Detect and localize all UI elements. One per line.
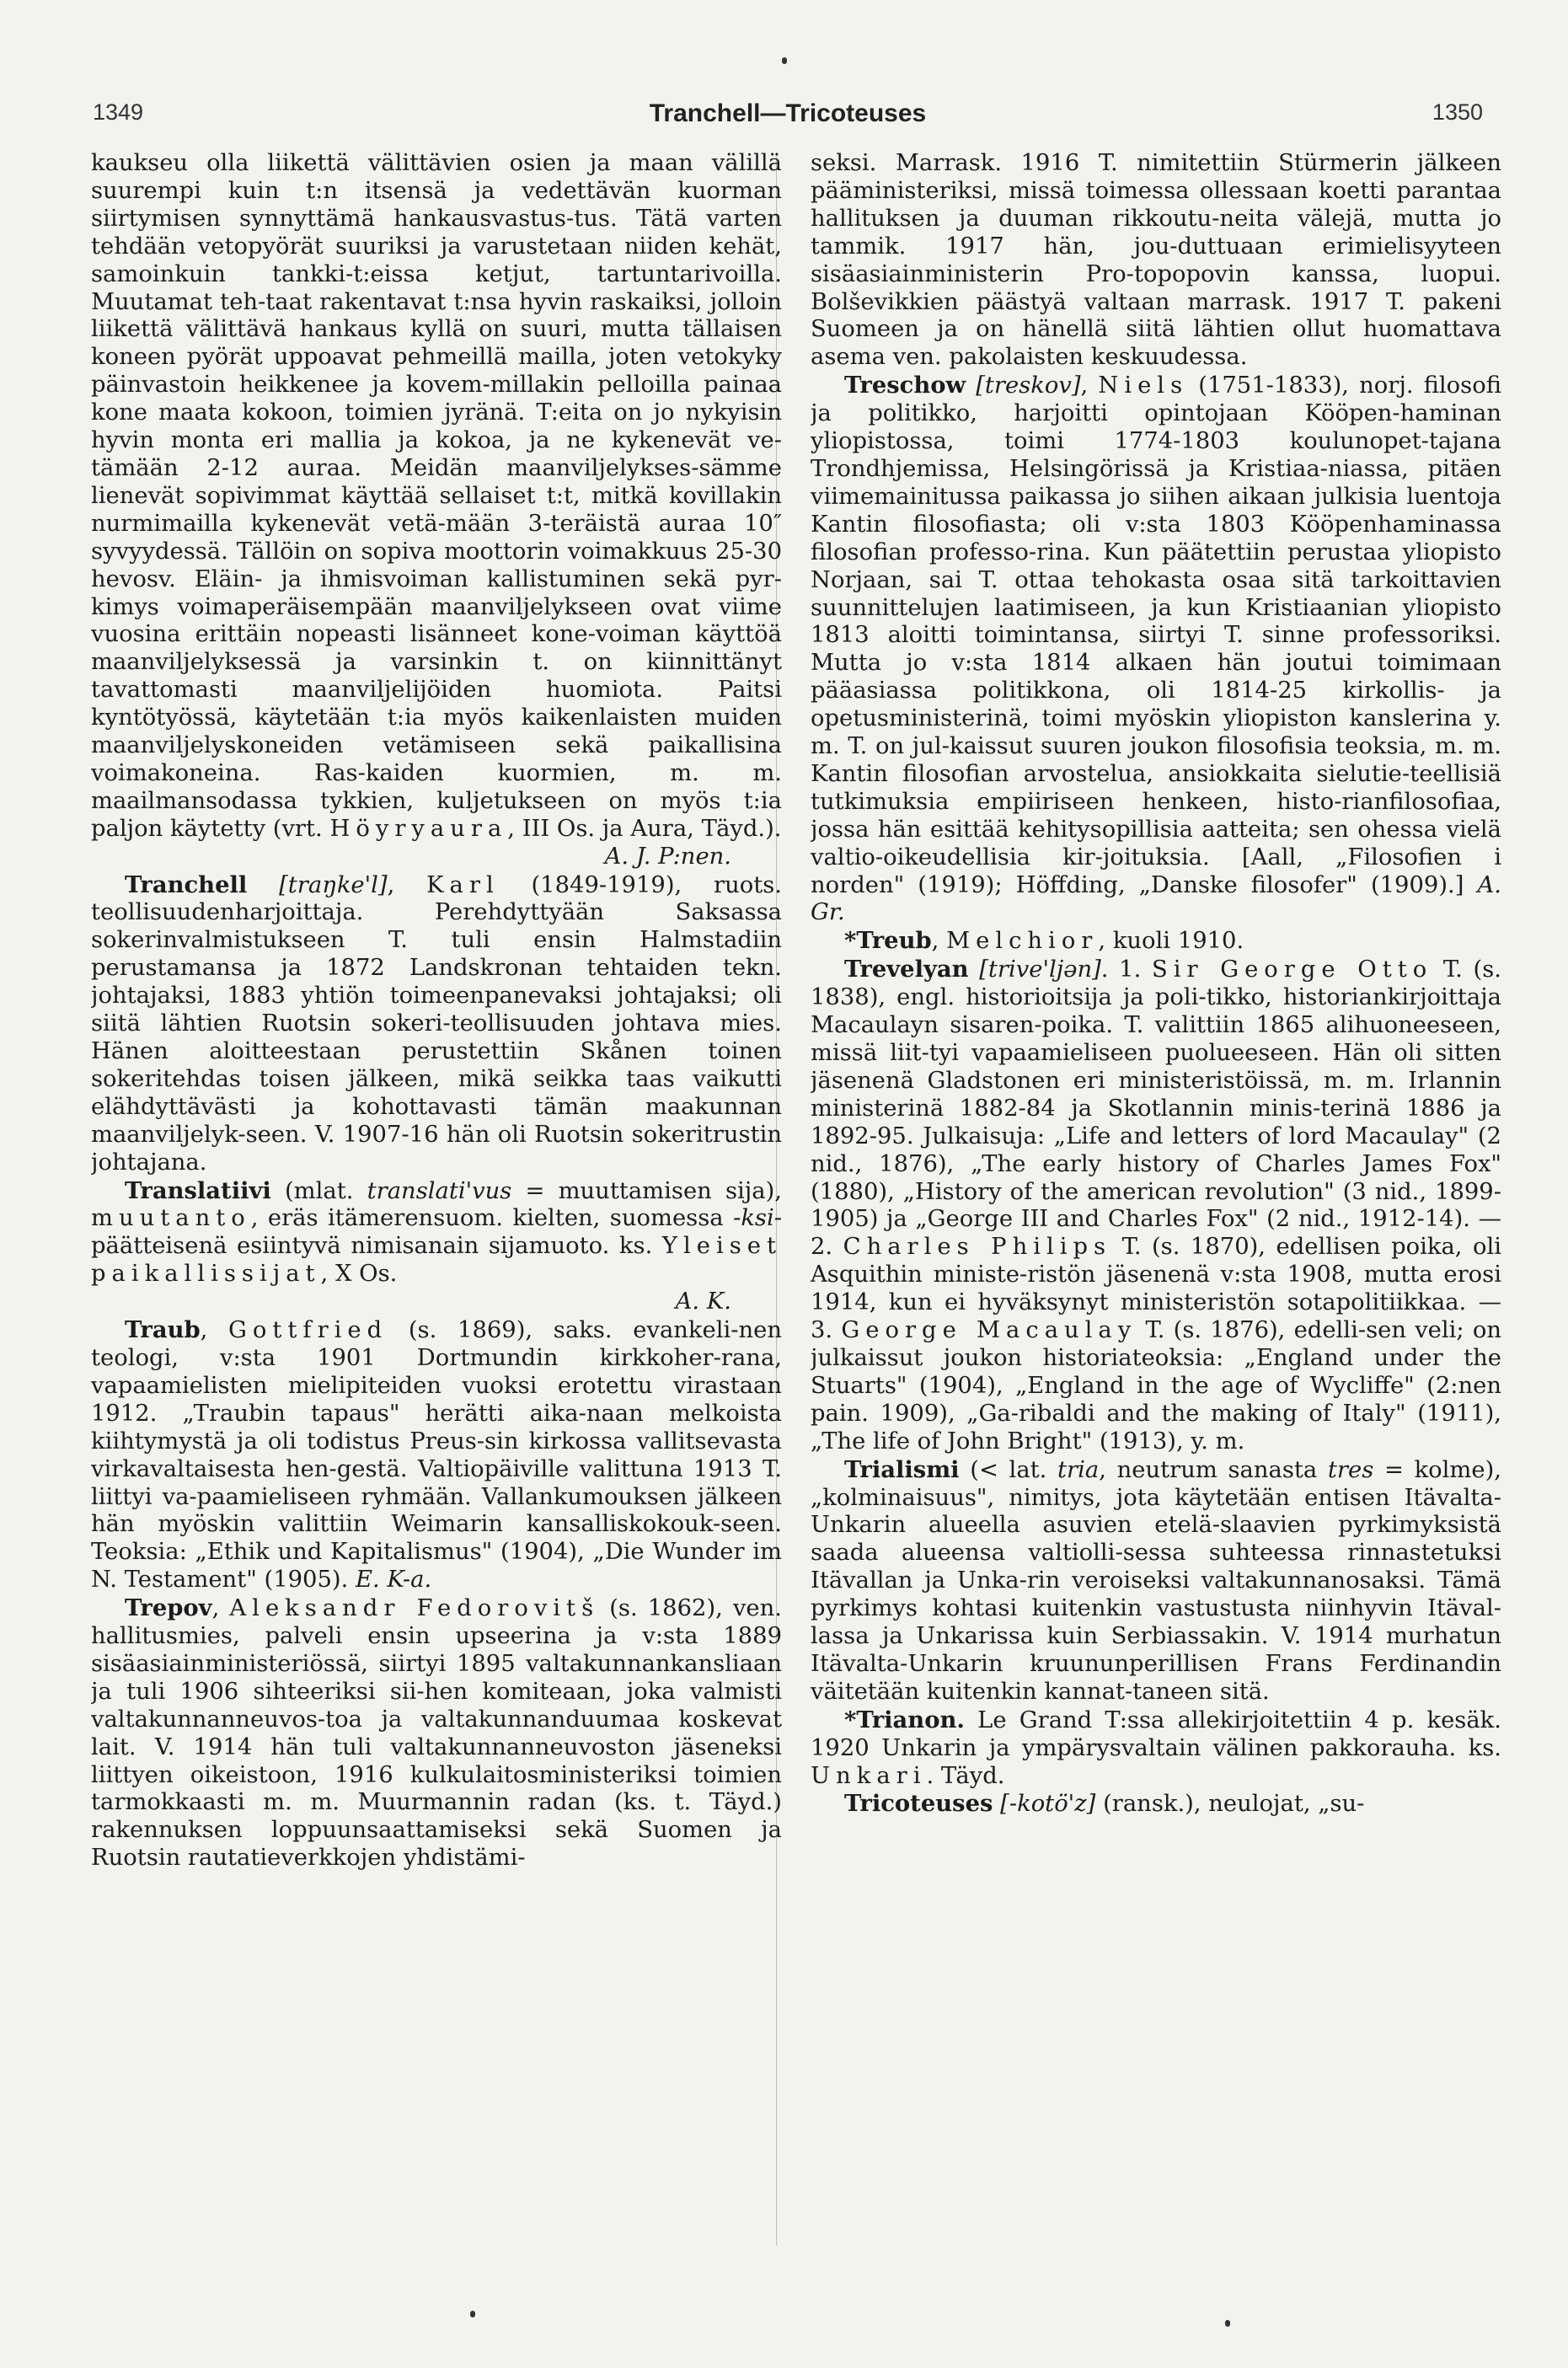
headword: Treschow bbox=[844, 372, 966, 399]
continued-entry: kaukseu olla liikettä välittävien osien ja maan välillä suurempi kuin t:n itsensä ja vedettävän kuorman siirtymisen synnyttämä hankausvastus-tus. Tätä varten tehdään vetopyörät suuriksi ja varustetaan niiden kehät, samoinkuin tankki-t:eissa ketjut, tartuntarivoilla. Muutamat teh-taat rakentavat t:nsa hyvin raskaiksi, jolloin liikettä välittävä hankaus kyllä on suuri, mutta tällaisen koneen pyörät uppoavat pehmeillä mailla, joten vetokyky päinvastoin heikkenee ja kovem-millakin pelloilla painaa kone maata kokoon, toimien jyränä. T:eita on jo nykyisin hyvin monta eri mallia ja kokoa, ja ne kykenevät ve-tämään 2-12 auraa. Meidän maanviljelykses-sämme lienevät sopivimmat käyttää sellaiset t:t, mitkä kovillakin nurmimailla kykenevät vetä-mään 3-teräistä auraa 10″ syvyydessä. Tällöin on sopiva moottorin voimakkuus 25-30 hevosv. Eläin- ja ihmisvoiman kallistuminen sekä pyr-kimys voimaperäisempään maanviljelykseen ovat viime vuosina erittäin nopeasti lisänneet kone-voiman käyttöä maanviljelyksessä ja varsinkin t. on kiinnittänyt tavattomasti maanviljelijöiden huomiota. Paitsi kyntötyössä, käytetään t:ia myös kaikenlaisten muiden maanviljelyskoneiden vetämiseen sekä paikallisina voimakoneina. Ras-kaiden kuormien, m. m. maailmansodassa tykkien, kuljetukseen on myös t:ia paljon käytetty (vrt. Höyryaura, III Os. ja Aura, Täyd.). A. J. P:nen. bbox=[91, 150, 782, 870]
continued-entry: seksi. Marrask. 1916 T. nimitettiin Stürmerin jälkeen pääministeriksi, missä toimessa ollessaan koetti parantaa hallituksen ja duuman rikkoutu-neita välejä, mutta jo tammik. 1917 hän, jou-duttuaan erimielisyyteen sisäasiainministerin Pro-topopovin kanssa, luopui. Bolševikkien päästyä valtaan marrask. 1917 T. pakeni Suomeen ja on hänellä siitä lähtien ollut huomattava asema ven. pakolaisten keskuudessa. bbox=[811, 150, 1501, 371]
left-column bbox=[91, 150, 782, 2290]
entry-trepov: Trepov, Aleksandr Fedorovitš (s. 1862), ven. hallitusmies, palveli ensin upseerina ja v:sta 1889 sisäasiainministeriössä, siirtyi 1895 valtakunnankansliaan ja tuli 1906 sihteeriksi sii-hen komiteaan, joka valmisti valtakunnanneuvos-toa ja valtakunnanduumaa koskevat lait. V. 1914 hän tuli valtakunnanneuvoston jäseneksi liittyen oikeistoon, 1916 kulkulaitosministeriksi toimien tarmokkaasti m. m. Muurmannin radan (ks. t. Täyd.) rakennuksen loppuunsaattamiseksi sekä Suomen ja Ruotsin rautatieverkkojen yhdistämi- bbox=[91, 1594, 782, 1872]
etymon: translati'vus bbox=[367, 1177, 512, 1204]
cross-reference: Yleiset paikallissijat bbox=[91, 1233, 782, 1288]
entry-traub: Traub, Gottfried (s. 1869), saks. evankeli-nen teologi, v:sta 1901 Dortmundin kirkkoher-rana, vapaamielisten mielipiteiden vuoksi erotettu virastaan 1912. „Traubin tapaus" herätti aika-naan melkoista kiihtymystä ja oli todistus Preus-sin kirkossa vallitsevasta virkavaltaisesta hen-gestä. Valtiopäiville valittuna 1913 T. liittyi va-paamieliseen ryhmään. Vallankumouksen jälkeen hän myöskin valittiin Weimarin kansalliskokouk-seen. Teoksia: „Ethik und Kapitalismus" (1904), „Die Wunder im N. Testament" (1905). E. K-a. bbox=[91, 1316, 782, 1594]
given-name: Karl bbox=[426, 871, 500, 898]
headword: *Treub bbox=[844, 927, 932, 955]
headword: Traub bbox=[125, 1316, 201, 1344]
given-name: Niels bbox=[1098, 372, 1189, 399]
right-page-number: 1350 bbox=[1432, 99, 1483, 125]
pronunciation: [traŋke'l] bbox=[279, 871, 388, 898]
entry-trialismi: Trialismi (< lat. tria, neutrum sanasta tres = kolme), „kolminaisuus", nimitys, jota käytetään entisen Itävalta-Unkarin alueella asuvien etelä-slaavien pyrkimyksistä saada alueensa valtiolli-sessa suhteessa rinnastetuksi Itävallan ja Unka-rin veroiseksi valtakunnanosaksi. Tämä pyrkimys kohtasi kuitenkin vastustusta niinhyvin Itäval-lassa ja Unkarissa kuin Serbiassakin. V. 1914 murhatun Itävalta-Unkarin kruununperillisen Frans Ferdinandin väitetään kuitenkin kannat-taneen sitä. bbox=[811, 1455, 1501, 1705]
given-name: George Macaulay bbox=[841, 1317, 1137, 1344]
page-header bbox=[93, 99, 1483, 133]
right-column bbox=[811, 150, 1501, 2290]
given-name: Gottfried bbox=[228, 1317, 388, 1344]
headword: Translatiivi bbox=[125, 1176, 271, 1204]
pronunciation: [-kotö'z] bbox=[1000, 1791, 1096, 1818]
headword: Tricoteuses bbox=[844, 1790, 993, 1818]
entry-translatiivi: Translatiivi (mlat. translati'vus = muuttamisen sija), muutanto, eräs itämerensuom. kielten, suomessa -ksi- päätteisenä esiintyvä nimisanain sijamuoto. ks. Yleiset paikallissijat, X Os. A. K. bbox=[91, 1176, 782, 1315]
author-signature: A. J. P:nen. bbox=[604, 843, 731, 870]
running-title: Tranchell—Tricoteuses bbox=[649, 99, 927, 127]
print-speck bbox=[1225, 2320, 1230, 2327]
given-name: Aleksandr Fedorovitš bbox=[229, 1595, 600, 1622]
entry-tranchell: Tranchell [traŋke'l], Karl (1849-1919), ruots. teollisuudenharjoittaja. Perehdyttyään Saksassa sokerinvalmistukseen T. tuli ensin Halmstadiin perustamansa ja 1872 Landskronan tehtaiden tekn. johtajaksi, 1883 yhtiön toimeenpanevaksi johtajaksi; oli siitä lähtien Ruotsin sokeri-teollisuuden johtava mies. Hänen aloitteestaan perustettiin Skånen toinen sokeritehdas toisen jälkeen, mikä seikka taas vaikutti elähdyttävästi ja kohottavasti tämän maakunnan maanviljelyk-seen. V. 1907-16 hän oli Ruotsin sokeritrustin johtajana. bbox=[91, 871, 782, 1176]
author-signature: A. K. bbox=[675, 1288, 731, 1315]
given-name: Sir George Otto bbox=[1151, 956, 1433, 983]
headword: Trialismi bbox=[844, 1455, 960, 1483]
print-speck bbox=[470, 2311, 475, 2317]
author-signature: A. Gr. bbox=[811, 871, 1501, 926]
cross-reference: Unkari bbox=[811, 1762, 927, 1789]
given-name: Melchior bbox=[946, 928, 1099, 955]
headword: Trevelyan bbox=[844, 956, 969, 983]
pronunciation: [trive'ljən] bbox=[979, 956, 1101, 983]
author-signature: E. K-a. bbox=[356, 1567, 432, 1594]
given-name: Charles Philips bbox=[843, 1234, 1112, 1261]
entry-treschow: Treschow [treskov], Niels (1751-1833), norj. filosofi ja politikko, harjoitti opintojaan Kööpen-haminan yliopistossa, toimi 1774-1803 koulunopet-tajana Trondhjemissa, Helsingörissä ja Kristiaa-niassa, pitäen viimemainitussa paikassa jo siihen aikaan julkisia luentoja Kantin filosofiasta; oli v:sta 1803 Kööpenhaminassa filosofian professo-rina. Kun päätettiin perustaa yliopisto Norjaan, sai T. ottaa tehokasta osaa sitä tarkoittavien suunnittelujen laatimiseen, ja kun Kristiaanian yliopisto 1813 aloitti toimintansa, siirtyi T. sinne professoriksi. Mutta jo v:sta 1814 alkaen hän joutui toimimaan pääasiassa politikkona, oli 1814-25 kirkollis- ja opetusministerinä, toimi myöskin yliopiston kanslerina y. m. T. on jul-kaissut suuren joukon filosofisia teoksia, m. m. Kantin filosofian arvostelua, ansiokkaita sielutie-teellisiä tutkimuksia empiiriseen henkeen, histo-rianfilosofiaa, jossa hän esittää kehitysopillisia aatteita; sen ohessa vielä valtio-oikeudellisia kir-joituksia. [Aall, „Filosofien i norden" (1919); Höffding, „Danske filosofer" (1909).] A. Gr. bbox=[811, 372, 1501, 926]
left-page-number: 1349 bbox=[93, 99, 144, 125]
headword: Tranchell bbox=[125, 871, 248, 898]
headword: *Trianon. bbox=[844, 1706, 965, 1733]
print-speck bbox=[782, 57, 787, 64]
entry-trianon: *Trianon. Le Grand T:ssa allekirjoitettiin 4 p. kesäk. 1920 Unkarin ja ympärysvaltain välinen pakkorauha. ks. Unkari. Täyd. bbox=[811, 1706, 1501, 1789]
pronunciation: [treskov] bbox=[976, 372, 1081, 399]
entry-trevelyan: Trevelyan [trive'ljən]. 1. Sir George Otto T. (s. 1838), engl. historioitsija ja poli-tikko, historiankirjoittaja Macaulayn sisaren-poika. T. valittiin 1865 alihuoneeseen, missä liit-tyi vapaamieliseen puolueeseen. Hän oli sitten jäsenenä Gladstonen eri ministeristöissä, m. m. Irlannin ministerinä 1882-84 ja Skotlannin minis-terinä 1886 ja 1892-95. Julkaisuja: „Life and letters of lord Macaulay" (2 nid., 1876), „The early history of Charles James Fox" (1880), „History of the american revolution" (3 nid., 1899-1905) ja „George III and Charles Fox" (2 nid., 1912-14). — 2. Charles Philips T. (s. 1870), edellisen poika, oli Asquithin ministe-ristön jäsenenä v:sta 1908, mutta erosi 1914, kun ei hyväksynyt ministeristön sotapolitiikkaa. — 3. George Macaulay T. (s. 1876), edelli-sen veli; on julkaissut joukon historiateoksia: „England under the Stuarts" (1904), „England in the age of Wycliffe" (2:nen pain. 1909), „Ga-ribaldi and the making of Italy" (1911), „The life of John Bright" (1913), y. m. bbox=[811, 956, 1501, 1455]
entry-tricoteuses: Tricoteuses [-kotö'z] (ransk.), neulojat, „su- bbox=[844, 1790, 1365, 1818]
cross-reference: Höyryaura bbox=[329, 815, 508, 842]
headword: Trepov bbox=[125, 1594, 212, 1622]
entry-treub: *Treub, Melchior, kuoli 1910. bbox=[844, 927, 1244, 955]
